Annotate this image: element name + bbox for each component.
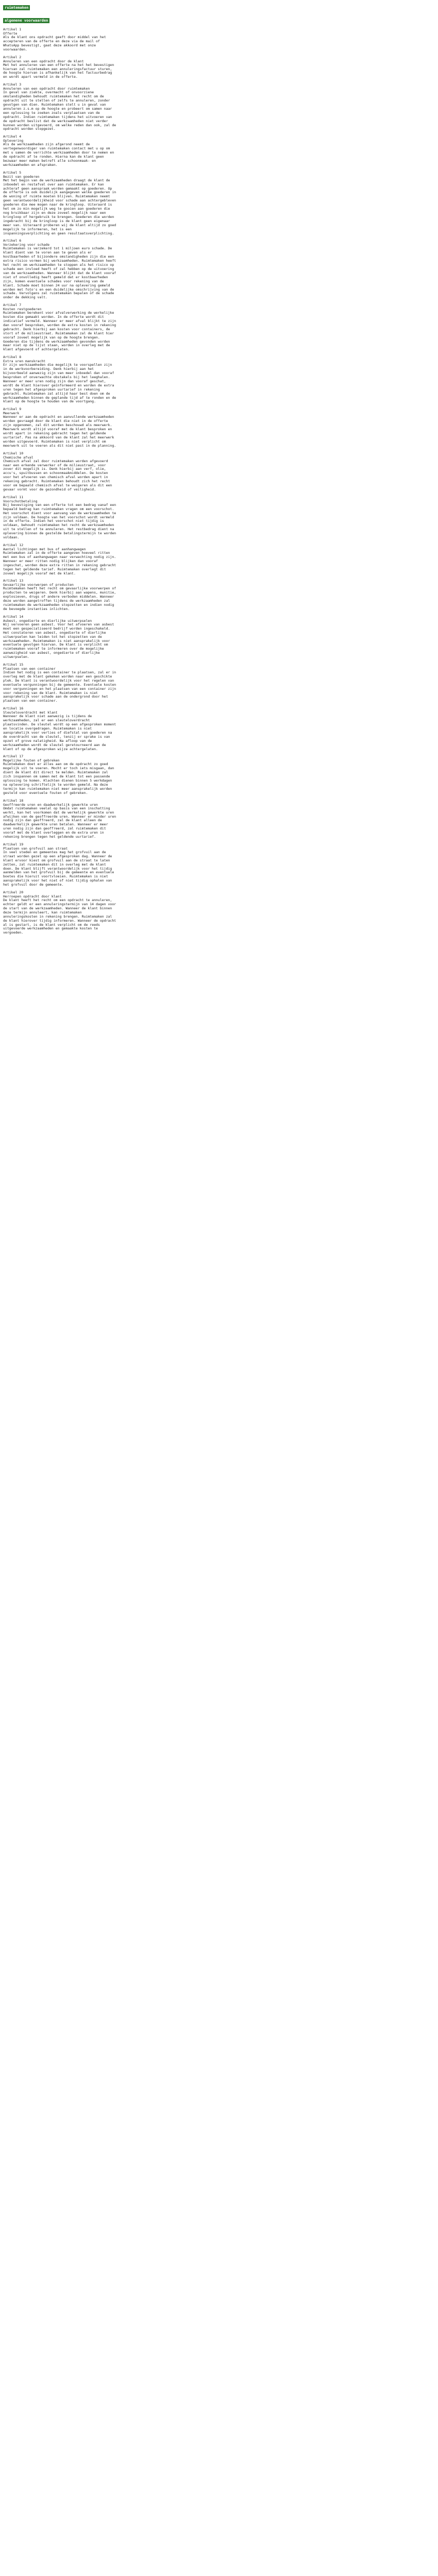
article [3, 495, 435, 540]
article-number: Artikel 13 [3, 579, 24, 583]
article-number: Artikel 1 [3, 27, 22, 31]
article-number: Artikel 2 [3, 55, 22, 59]
article [3, 842, 435, 887]
article-number: Artikel 4 [3, 134, 22, 139]
article-number: Artikel 3 [3, 82, 22, 87]
article-heading: Meerwerk [3, 411, 20, 416]
article-number: Artikel 14 [3, 614, 24, 619]
article [3, 615, 435, 659]
article-body: Met het annuleren van een offerte na het het bevestigen hiervan zal ruimtemaken een annuleringsfactuur sturen, de hoogte hiervan is afhankelijk van het factuurbedrag en wordt apart vermeld in de offerte. [3, 62, 114, 79]
article-body: Ruimtemaken doet er alles aan om de opdracht zo goed mogelijk uit te voeren. Mocht er toch iets misgaan, dan dient de klant dit direct te melden. Ruimtemaken zal zich inspannen om samen met de klant tot een passende oplossing te komen. Klachten dienen binnen 5 werkdagen na oplevering schriftelijk te worden gemeld. Na deze termijn kan ruimtemaken niet meer aansprakelijk worden gesteld voor eventuele fouten of gebreken. [3, 762, 114, 795]
article [3, 27, 435, 52]
article [3, 543, 435, 575]
article-heading: Asbest, ongedierte en dierlijke uitwerpselen [3, 618, 92, 623]
article-heading: Voorschotbetaling [3, 499, 38, 503]
article [3, 303, 435, 352]
article-heading: Oplevering [3, 139, 24, 143]
article-number: Artikel 11 [3, 495, 24, 499]
article [3, 451, 435, 492]
article-heading: Plaatsen van een container [3, 667, 56, 671]
article-number: Artikel 18 [3, 798, 24, 803]
article [3, 407, 435, 448]
article-heading: Sleuteloverdracht met klant [3, 710, 58, 715]
article-heading: Offerte [3, 31, 18, 36]
article [3, 239, 435, 300]
article-body: Als de klant ons opdracht geeft door middel van het accepteren van de offerte en deze via de mail of WhatsApp bevestigt, gaat deze akkoord met onze voorwaarden. [3, 35, 106, 52]
article-heading: Geoffreerde uren en daadwerkelijk gewerkte uren [3, 802, 98, 807]
article-body: Er zijn werkzaamheden die mogelijk te voorspellen zijn in de werkvoorbereiding. Denk hierbij aan het bijvoorbeeld aanwezig zijn van meer inboedel dan vooraf besproken of onverwachte obstakels bij het leeghalen. Wanneer er meer uren nodig zijn dan vooraf geschat, wordt de klant hierover geïnformeerd en worden de extra uren tegen het afgesproken uurtarief in rekening gebracht. Ruimtemaken zal altijd haar best doen om de werkzaamheden binnen de geplande tijd af te ronden en de klant op de hoogte te houden van de voortgang. [3, 363, 116, 404]
article-body: Ruimtemaken zal in de offerte aangeven hoeveel ritten met een bus of aanhangwagen naar verwachting nodig zijn. Wanneer er meer ritten nodig blijken dan vooraf ingeschat, worden deze extra ritten in rekening gebracht tegen het geldende tarief. Ruimtemaken overlegt dit zoveel mogelijk vooraf met de klant. [3, 551, 116, 575]
article-number: Artikel 10 [3, 451, 24, 455]
article-heading: Gevaarlijke voorwerpen of producten [3, 583, 74, 587]
article-number: Artikel 5 [3, 170, 22, 175]
article [3, 799, 435, 839]
article-body: Wanneer er aan de opdracht en aanvullende werkzaamheden worden gevraagd door de klant die niet in de offerte zijn opgenomen, zal dit worden beschouwd als meerwerk. Meerwerk wordt altijd vooraf met de klant besproken en wordt apart in rekening gebracht tegen het geldende uurtarief. Pas na akkoord van de klant zal het meerwerk worden uitgevoerd. Ruimtemaken is niet verplicht om meerwerk uit te voeren als dit niet past in de planning. [3, 415, 116, 448]
article-heading: Plaatsen van grofvuil aan straat [3, 846, 68, 851]
article-heading: Kosten restgoederen [3, 307, 42, 312]
article-body: Bij bevestiging van een offerte tot een bedrag vanaf een bepaald bedrag kan ruimtemaken vragen om een voorschot. Het voorschot dient voor aanvang van de werkzaamheden te zijn voldaan. De hoogte van het voorschot wordt vermeld in de offerte. Indien het voorschot niet tijdig is voldaan, behoudt ruimtemaken het recht de werkzaamheden uit te stellen of te annuleren. Het restbedrag dient na oplevering binnen de gestelde betalingstermijn te worden voldaan. [3, 502, 116, 540]
article-number: Artikel 16 [3, 706, 24, 711]
article-body: Ruimtemaken is verzekerd tot 1 miljoen euro schade. De klant dient van te voren aan te geven als er kostbaarheden of bijzondere omstandigheden zijn die een extra risico vormen bij werkzaamheden. Ruimtemaken heeft het recht om werkzaamheden te stoppen als het risico op schade een invloed heeft of zal hebben op de uitvoering van de werkzaamheden. Wanneer blijkt dat de klant vooraf niet of onvolledig heeft gemeld dat er kostbaarheden zijn, komen eventuele schades voor rekening van de klant. Schade moet binnen 24 uur na oplevering gemeld worden met foto's en een duidelijke omschrijving van de schade. Vervolgens zal ruimtemaken bepalen of de schade onder de dekking valt. [3, 246, 116, 300]
article [3, 82, 435, 131]
article-body: Ruimtemaken berekent voor afvalverwerking de werkelijke kosten die gemaakt worden. In de offerte wordt dit indicatief vermeld. Wanneer er meer afval blijkt te zijn dan vooraf besproken, worden de extra kosten in rekening gebracht. Denk hierbij aan kosten voor containers, de stort of de milieustraat. Ruimtemaken zal de klant hier vooraf zoveel mogelijk van op de hoogte brengen. Goederen die tijdens de werkzaamheden gevonden worden maar niet op de lijst staan, worden in overleg met de klant afgevoerd of achtergelaten. [3, 311, 116, 352]
article-body: Ruimtemaken heeft het recht om gevaarlijke voorwerpen of producten te weigeren. Denk hierbij aan wapens, munitie, explosieven, drugs of andere verboden middelen. Wanneer deze worden aangetroffen tijdens de werkzaamheden zal ruimtemaken de werkzaamheden stopzetten en indien nodig de bevoegde instanties inlichten. [3, 586, 116, 611]
article-body: Als de werkzaamheden zijn afgerond neemt de vertegenwoordiger van ruimtemaken contact met u op om met u samen de verrichte werkzaamheden door te nemen en de opdracht af te ronden. Hierna kan de klant geen bezwaar meer maken betreft alle schoonmaak- en werkzaamheden en afspraken. [3, 142, 114, 167]
article-number: Artikel 15 [3, 663, 24, 667]
article-heading: Mogelijke fouten of gebreken [3, 758, 60, 763]
article-number: Artikel 12 [3, 543, 24, 547]
article [3, 663, 435, 703]
article [3, 55, 435, 80]
article-body: Wij vervoeren geen asbest. Voor het afvoeren van asbest moet een gespecialiseerd bedrijf worden ingeschakeld. Het constateren van asbest, ongedierte of dierlijke uitwerpselen kan leiden tot het stopzetten van de werkzaamheden. Ruimtemaken is niet aansprakelijk voor eventuele gevolgen hiervan. De klant is verplicht om ruimtemaken vooraf te informeren over de mogelijke aanwezigheid van asbest, ongedierte of dierlijke uitwerpselen. [3, 622, 114, 659]
article-heading: Annuleren van een opdracht door ruimtemaken [3, 87, 90, 91]
article-heading: Extra uren manskracht [3, 359, 46, 364]
article-body: In veel steden en gemeentes mag het grofvuil aan de straat worden gezet op een afgesproken dag. Wanneer de klant ervoor kiest om grofvuil aan de straat te laten zetten, zal ruimtemaken dit in overleg met de klant doen. De klant blijft verantwoordelijk voor het tijdig aanmelden van het grofvuil bij de gemeente en eventuele boetes die hieruit voortvloeien. Ruimtemaken is niet aansprakelijk voor het niet of niet tijdig ophalen van het grofvuil door de gemeente. [3, 850, 114, 887]
article-body: Met het begin van de werkzaamheden draagt de klant de inboedel en restafval over aan ruimtemaken. Er kan achteraf geen aanspraak worden gemaakt op goederen. Op de offerte is ook duidelijk aangegeven welke goederen in de woning of ruimte moeten blijven. Ruimtemaken neemt geen verantwoordelijkheid voor schade aan achtergebleven goederen die mee mogen naar de kringloop. Uiteraard is het om zo min mogelijk weg te gooien aan goederen die nog bruikbaar zijn en deze zoveel mogelijk naar een kringloop of hergebruik te brengen. Goederen die worden ingebracht bij de kringloop is de klant geen eigenaar meer van. Uiteraard proberen wij de klant altijd zo goed mogelijk te informeren, het is een inspanningsverplichting en geen resultaatsverplichting. [3, 178, 116, 235]
article-number: Artikel 20 [3, 890, 24, 895]
article [3, 355, 435, 404]
article-heading: Verzekering voor schade [3, 243, 50, 247]
article [3, 706, 435, 751]
section-title-bar: algemene voorwaarden [3, 18, 49, 23]
article-heading: Herroepen opdracht door klant [3, 894, 62, 899]
article-body: In geval van ziekte, overmacht of onvoorziene omstandigheden behoudt ruimtemaken het recht om de opdracht uit te stellen of zelfs te annuleren, zonder gevolgen van dien. Ruimtemaken stelt u in geval van annuleren z.s.m op de hoogte en probeert om samen naar een oplossing te zoeken zoals verplaatsen van de opdracht. Indien ruimtemaken tijdens het uitvoeren van de opdracht beslist dat de werkzaamheden niet verder kunnen worden uitgevoerd, om welke reden dan ook, zal de opdracht worden stopgezet. [3, 90, 116, 131]
article-heading: Annuleren van een opdracht door de klant [3, 59, 84, 63]
article [3, 890, 435, 935]
article [3, 754, 435, 795]
article [3, 579, 435, 611]
article-number: Artikel 19 [3, 842, 24, 846]
article-heading: Bezit van goederen [3, 174, 40, 179]
articles-list [3, 27, 435, 935]
article-body: Wanneer de klant niet aanwezig is tijdens de werkzaamheden, zal er een sleuteloverdracht plaatsvinden. De sleutel wordt op een afgesproken moment en locatie overgedragen. Ruimtemaken is niet aansprakelijk voor verlies of diefstal van goederen na de overdracht van de sleutel, tenzij er sprake is van opzet of grove nalatigheid. Na afloop van de werkzaamheden wordt de sleutel geretourneerd aan de klant of op de afgesproken wijze achtergelaten. [3, 714, 116, 751]
site-name-bar[interactable]: ruimtemaken [3, 5, 30, 10]
page [0, 0, 438, 935]
article-body: Chemisch afval zal door ruimtemaken worden afgevoerd naar een erkende verwerker of de milieustraat, voor zover dit mogelijk is. Denk hierbij aan verf, olie, accu's, spuitbussen en schoonmaakmiddelen. De kosten voor het afvoeren van chemisch afval worden apart in rekening gebracht. Ruimtemaken behoudt zich het recht voor om bepaald chemisch afval te weigeren als dit een gevaar vormt voor de gezondheid of veiligheid. [3, 459, 112, 492]
article [3, 134, 435, 167]
article-number: Artikel 9 [3, 407, 22, 412]
article-heading: Chemische afval [3, 455, 33, 460]
article-number: Artikel 8 [3, 355, 22, 360]
article-number: Artikel 17 [3, 754, 24, 759]
article-heading: Aantal lichtingen met bus of aanhangwagen [3, 547, 86, 551]
article-body: Omdat ruimtemaken veelal op basis van een inschatting werkt, kan het voorkomen dat de werkelijk gewerkte uren afwijken van de geoffreerde uren. Wanneer er minder uren nodig zijn dan geoffreerd, zal de klant alleen de daadwerkelijk gewerkte uren betalen. Wanneer er meer uren nodig zijn dan geoffreerd, zal ruimtemaken dit vooraf met de klant overleggen en de extra uren in rekening brengen tegen het geldende uurtarief. [3, 806, 116, 839]
article-number: Artikel 7 [3, 303, 22, 308]
article-body: De klant heeft het recht om een opdracht te annuleren, echter geldt er een annuleringstermijn van 14 dagen voor de start van de werkzaamheden. Wanneer de klant binnen deze termijn annuleert, kan ruimtemaken annuleringskosten in rekening brengen. Ruimtemaken zal de klant hierover tijdig informeren. Wanneer de opdracht al is gestart, is de klant verplicht om de reeds uitgevoerde werkzaamheden en gemaakte kosten te vergoeden. [3, 898, 116, 935]
article-number: Artikel 6 [3, 239, 22, 243]
article-body: Indien het nodig is een container te plaatsen, zal er in overleg met de klant gekeken worden naar een geschikte plek. De klant is verantwoordelijk voor het regelen van eventuele vergunningen bij de gemeente. Eventuele kosten voor vergunningen en het plaatsen van een container zijn voor rekening van de klant. Ruimtemaken is niet aansprakelijk voor schade aan de ondergrond door het plaatsen van een container. [3, 670, 116, 703]
article [3, 171, 435, 236]
